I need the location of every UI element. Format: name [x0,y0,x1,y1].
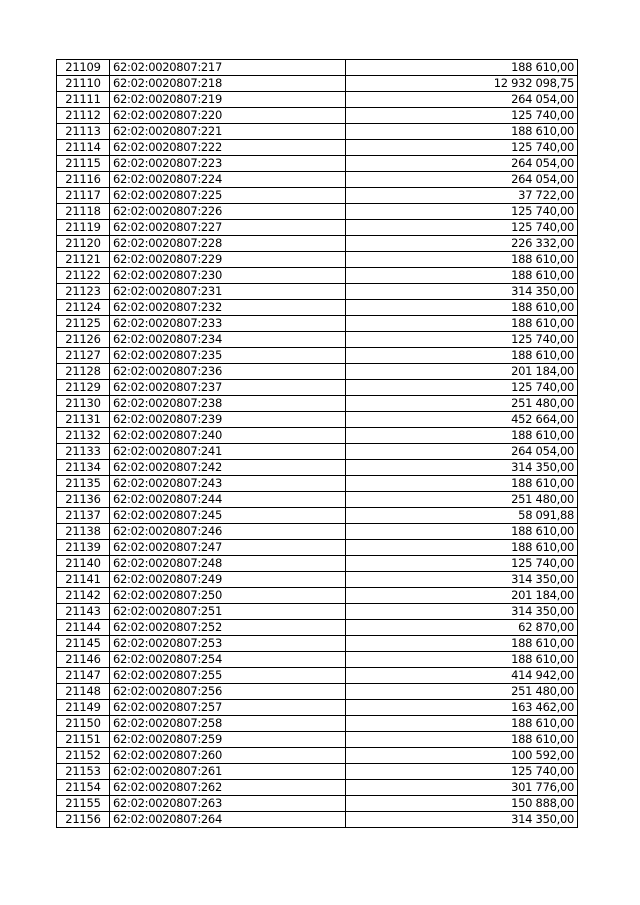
table-row [57,540,578,556]
cadastral-value-cell: 251 480,00 [346,396,578,412]
table-row [57,124,578,140]
cadastral-value-cell: 264 054,00 [346,444,578,460]
cadastral-value-cell: 163 462,00 [346,700,578,716]
cadastral-value-cell: 314 350,00 [346,572,578,588]
row-number-cell: 21113 [57,124,110,140]
row-number-cell: 21136 [57,492,110,508]
row-number-cell: 21137 [57,508,110,524]
cadastral-value-cell: 226 332,00 [346,236,578,252]
table-row [57,684,578,700]
cadastral-value-cell: 264 054,00 [346,92,578,108]
table-row [57,700,578,716]
table-row [57,620,578,636]
cadastral-number-cell: 62:02:0020807:236 [110,364,346,380]
cadastral-value-cell: 125 740,00 [346,380,578,396]
cadastral-number-cell: 62:02:0020807:228 [110,236,346,252]
cadastral-value-cell: 12 932 098,75 [346,76,578,92]
cadastral-value-cell: 452 664,00 [346,412,578,428]
table-row [57,812,578,828]
row-number-cell: 21147 [57,668,110,684]
row-number-cell: 21140 [57,556,110,572]
row-number-cell: 21153 [57,764,110,780]
cadastral-value-cell: 201 184,00 [346,588,578,604]
cadastral-number-cell: 62:02:0020807:253 [110,636,346,652]
cadastral-number-cell: 62:02:0020807:263 [110,796,346,812]
row-number-cell: 21118 [57,204,110,220]
row-number-cell: 21149 [57,700,110,716]
table-row [57,92,578,108]
cadastral-number-cell: 62:02:0020807:235 [110,348,346,364]
cadastral-value-cell: 314 350,00 [346,460,578,476]
row-number-cell: 21111 [57,92,110,108]
cadastral-value-cell: 125 740,00 [346,764,578,780]
table-row [57,492,578,508]
cadastral-number-cell: 62:02:0020807:242 [110,460,346,476]
cadastral-number-cell: 62:02:0020807:244 [110,492,346,508]
cadastral-value-cell: 201 184,00 [346,364,578,380]
table-row [57,764,578,780]
cadastral-value-cell: 414 942,00 [346,668,578,684]
cadastral-number-cell: 62:02:0020807:238 [110,396,346,412]
cadastral-number-cell: 62:02:0020807:240 [110,428,346,444]
cadastral-value-cell: 188 610,00 [346,252,578,268]
row-number-cell: 21135 [57,476,110,492]
table-row [57,524,578,540]
row-number-cell: 21155 [57,796,110,812]
table-row [57,476,578,492]
cadastral-value-cell: 100 592,00 [346,748,578,764]
table-row [57,460,578,476]
row-number-cell: 21145 [57,636,110,652]
table-row [57,156,578,172]
cadastral-value-cell: 125 740,00 [346,140,578,156]
cadastral-value-cell: 125 740,00 [346,204,578,220]
cadastral-number-cell: 62:02:0020807:226 [110,204,346,220]
cadastral-number-cell: 62:02:0020807:220 [110,108,346,124]
table-row [57,252,578,268]
row-number-cell: 21148 [57,684,110,700]
table-row [57,668,578,684]
cadastral-number-cell: 62:02:0020807:256 [110,684,346,700]
cadastral-value-cell: 188 610,00 [346,524,578,540]
cadastral-number-cell: 62:02:0020807:227 [110,220,346,236]
cadastral-value-cell: 251 480,00 [346,492,578,508]
table-row [57,60,578,76]
cadastral-number-cell: 62:02:0020807:219 [110,92,346,108]
cadastral-value-cell: 125 740,00 [346,556,578,572]
cadastral-number-cell: 62:02:0020807:251 [110,604,346,620]
table-row [57,172,578,188]
cadastral-value-cell: 188 610,00 [346,316,578,332]
cadastral-number-cell: 62:02:0020807:259 [110,732,346,748]
row-number-cell: 21146 [57,652,110,668]
row-number-cell: 21110 [57,76,110,92]
cadastral-value-cell: 188 610,00 [346,476,578,492]
table-row [57,188,578,204]
cadastral-value-table [56,59,578,828]
row-number-cell: 21129 [57,380,110,396]
row-number-cell: 21116 [57,172,110,188]
cadastral-number-cell: 62:02:0020807:262 [110,780,346,796]
row-number-cell: 21124 [57,300,110,316]
cadastral-number-cell: 62:02:0020807:229 [110,252,346,268]
cadastral-number-cell: 62:02:0020807:230 [110,268,346,284]
cadastral-number-cell: 62:02:0020807:247 [110,540,346,556]
cadastral-number-cell: 62:02:0020807:246 [110,524,346,540]
row-number-cell: 21123 [57,284,110,300]
cadastral-number-cell: 62:02:0020807:245 [110,508,346,524]
row-number-cell: 21144 [57,620,110,636]
row-number-cell: 21109 [57,60,110,76]
table-row [57,220,578,236]
cadastral-number-cell: 62:02:0020807:255 [110,668,346,684]
table-row [57,556,578,572]
cadastral-number-cell: 62:02:0020807:258 [110,716,346,732]
cadastral-number-cell: 62:02:0020807:260 [110,748,346,764]
table-row [57,428,578,444]
table-row [57,444,578,460]
row-number-cell: 21156 [57,812,110,828]
table-row [57,268,578,284]
cadastral-value-cell: 58 091,88 [346,508,578,524]
table-row [57,396,578,412]
cadastral-number-cell: 62:02:0020807:224 [110,172,346,188]
row-number-cell: 21125 [57,316,110,332]
cadastral-number-cell: 62:02:0020807:248 [110,556,346,572]
cadastral-number-cell: 62:02:0020807:254 [110,652,346,668]
cadastral-value-cell: 188 610,00 [346,268,578,284]
cadastral-number-cell: 62:02:0020807:243 [110,476,346,492]
cadastral-value-cell: 188 610,00 [346,540,578,556]
row-number-cell: 21114 [57,140,110,156]
cadastral-number-cell: 62:02:0020807:233 [110,316,346,332]
cadastral-value-cell: 314 350,00 [346,812,578,828]
cadastral-number-cell: 62:02:0020807:217 [110,60,346,76]
table-row [57,140,578,156]
row-number-cell: 21143 [57,604,110,620]
table-row [57,748,578,764]
cadastral-number-cell: 62:02:0020807:231 [110,284,346,300]
cadastral-value-cell: 264 054,00 [346,172,578,188]
cadastral-number-cell: 62:02:0020807:222 [110,140,346,156]
row-number-cell: 21150 [57,716,110,732]
cadastral-value-cell: 301 776,00 [346,780,578,796]
table-row [57,572,578,588]
row-number-cell: 21133 [57,444,110,460]
cadastral-number-cell: 62:02:0020807:261 [110,764,346,780]
cadastral-value-cell: 188 610,00 [346,124,578,140]
table-row [57,108,578,124]
row-number-cell: 21132 [57,428,110,444]
cadastral-value-cell: 188 610,00 [346,428,578,444]
cadastral-number-cell: 62:02:0020807:241 [110,444,346,460]
cadastral-value-cell: 125 740,00 [346,332,578,348]
table-row [57,380,578,396]
table-row [57,652,578,668]
cadastral-value-cell: 188 610,00 [346,300,578,316]
row-number-cell: 21131 [57,412,110,428]
cadastral-value-cell: 125 740,00 [346,220,578,236]
table-row [57,636,578,652]
table-row [57,76,578,92]
cadastral-value-cell: 188 610,00 [346,732,578,748]
table-row [57,796,578,812]
row-number-cell: 21141 [57,572,110,588]
cadastral-number-cell: 62:02:0020807:225 [110,188,346,204]
row-number-cell: 21152 [57,748,110,764]
row-number-cell: 21126 [57,332,110,348]
cadastral-value-cell: 188 610,00 [346,60,578,76]
row-number-cell: 21117 [57,188,110,204]
row-number-cell: 21112 [57,108,110,124]
table-row [57,348,578,364]
cadastral-value-cell: 251 480,00 [346,684,578,700]
table-row [57,300,578,316]
cadastral-value-cell: 188 610,00 [346,636,578,652]
row-number-cell: 21120 [57,236,110,252]
cadastral-value-cell: 125 740,00 [346,108,578,124]
table-row [57,716,578,732]
row-number-cell: 21130 [57,396,110,412]
table-row [57,332,578,348]
table-row [57,588,578,604]
row-number-cell: 21121 [57,252,110,268]
table-row [57,364,578,380]
cadastral-number-cell: 62:02:0020807:264 [110,812,346,828]
row-number-cell: 21138 [57,524,110,540]
row-number-cell: 21127 [57,348,110,364]
cadastral-value-cell: 62 870,00 [346,620,578,636]
row-number-cell: 21122 [57,268,110,284]
row-number-cell: 21142 [57,588,110,604]
row-number-cell: 21139 [57,540,110,556]
table-row [57,236,578,252]
cadastral-number-cell: 62:02:0020807:252 [110,620,346,636]
cadastral-number-cell: 62:02:0020807:223 [110,156,346,172]
cadastral-number-cell: 62:02:0020807:232 [110,300,346,316]
cadastral-number-cell: 62:02:0020807:249 [110,572,346,588]
cadastral-value-cell: 314 350,00 [346,604,578,620]
cadastral-value-cell: 314 350,00 [346,284,578,300]
table-row [57,316,578,332]
cadastral-value-cell: 188 610,00 [346,716,578,732]
table-row [57,204,578,220]
table-row [57,284,578,300]
cadastral-value-cell: 264 054,00 [346,156,578,172]
row-number-cell: 21134 [57,460,110,476]
cadastral-number-cell: 62:02:0020807:237 [110,380,346,396]
cadastral-number-cell: 62:02:0020807:234 [110,332,346,348]
table-row [57,732,578,748]
table-row [57,604,578,620]
cadastral-number-cell: 62:02:0020807:250 [110,588,346,604]
cadastral-value-cell: 37 722,00 [346,188,578,204]
table-row [57,780,578,796]
table-row [57,412,578,428]
row-number-cell: 21154 [57,780,110,796]
cadastral-number-cell: 62:02:0020807:239 [110,412,346,428]
cadastral-number-cell: 62:02:0020807:257 [110,700,346,716]
cadastral-value-cell: 188 610,00 [346,652,578,668]
table-body [57,60,578,828]
table-row [57,508,578,524]
row-number-cell: 21128 [57,364,110,380]
row-number-cell: 21119 [57,220,110,236]
cadastral-value-cell: 188 610,00 [346,348,578,364]
cadastral-number-cell: 62:02:0020807:218 [110,76,346,92]
cadastral-value-cell: 150 888,00 [346,796,578,812]
row-number-cell: 21151 [57,732,110,748]
row-number-cell: 21115 [57,156,110,172]
cadastral-number-cell: 62:02:0020807:221 [110,124,346,140]
